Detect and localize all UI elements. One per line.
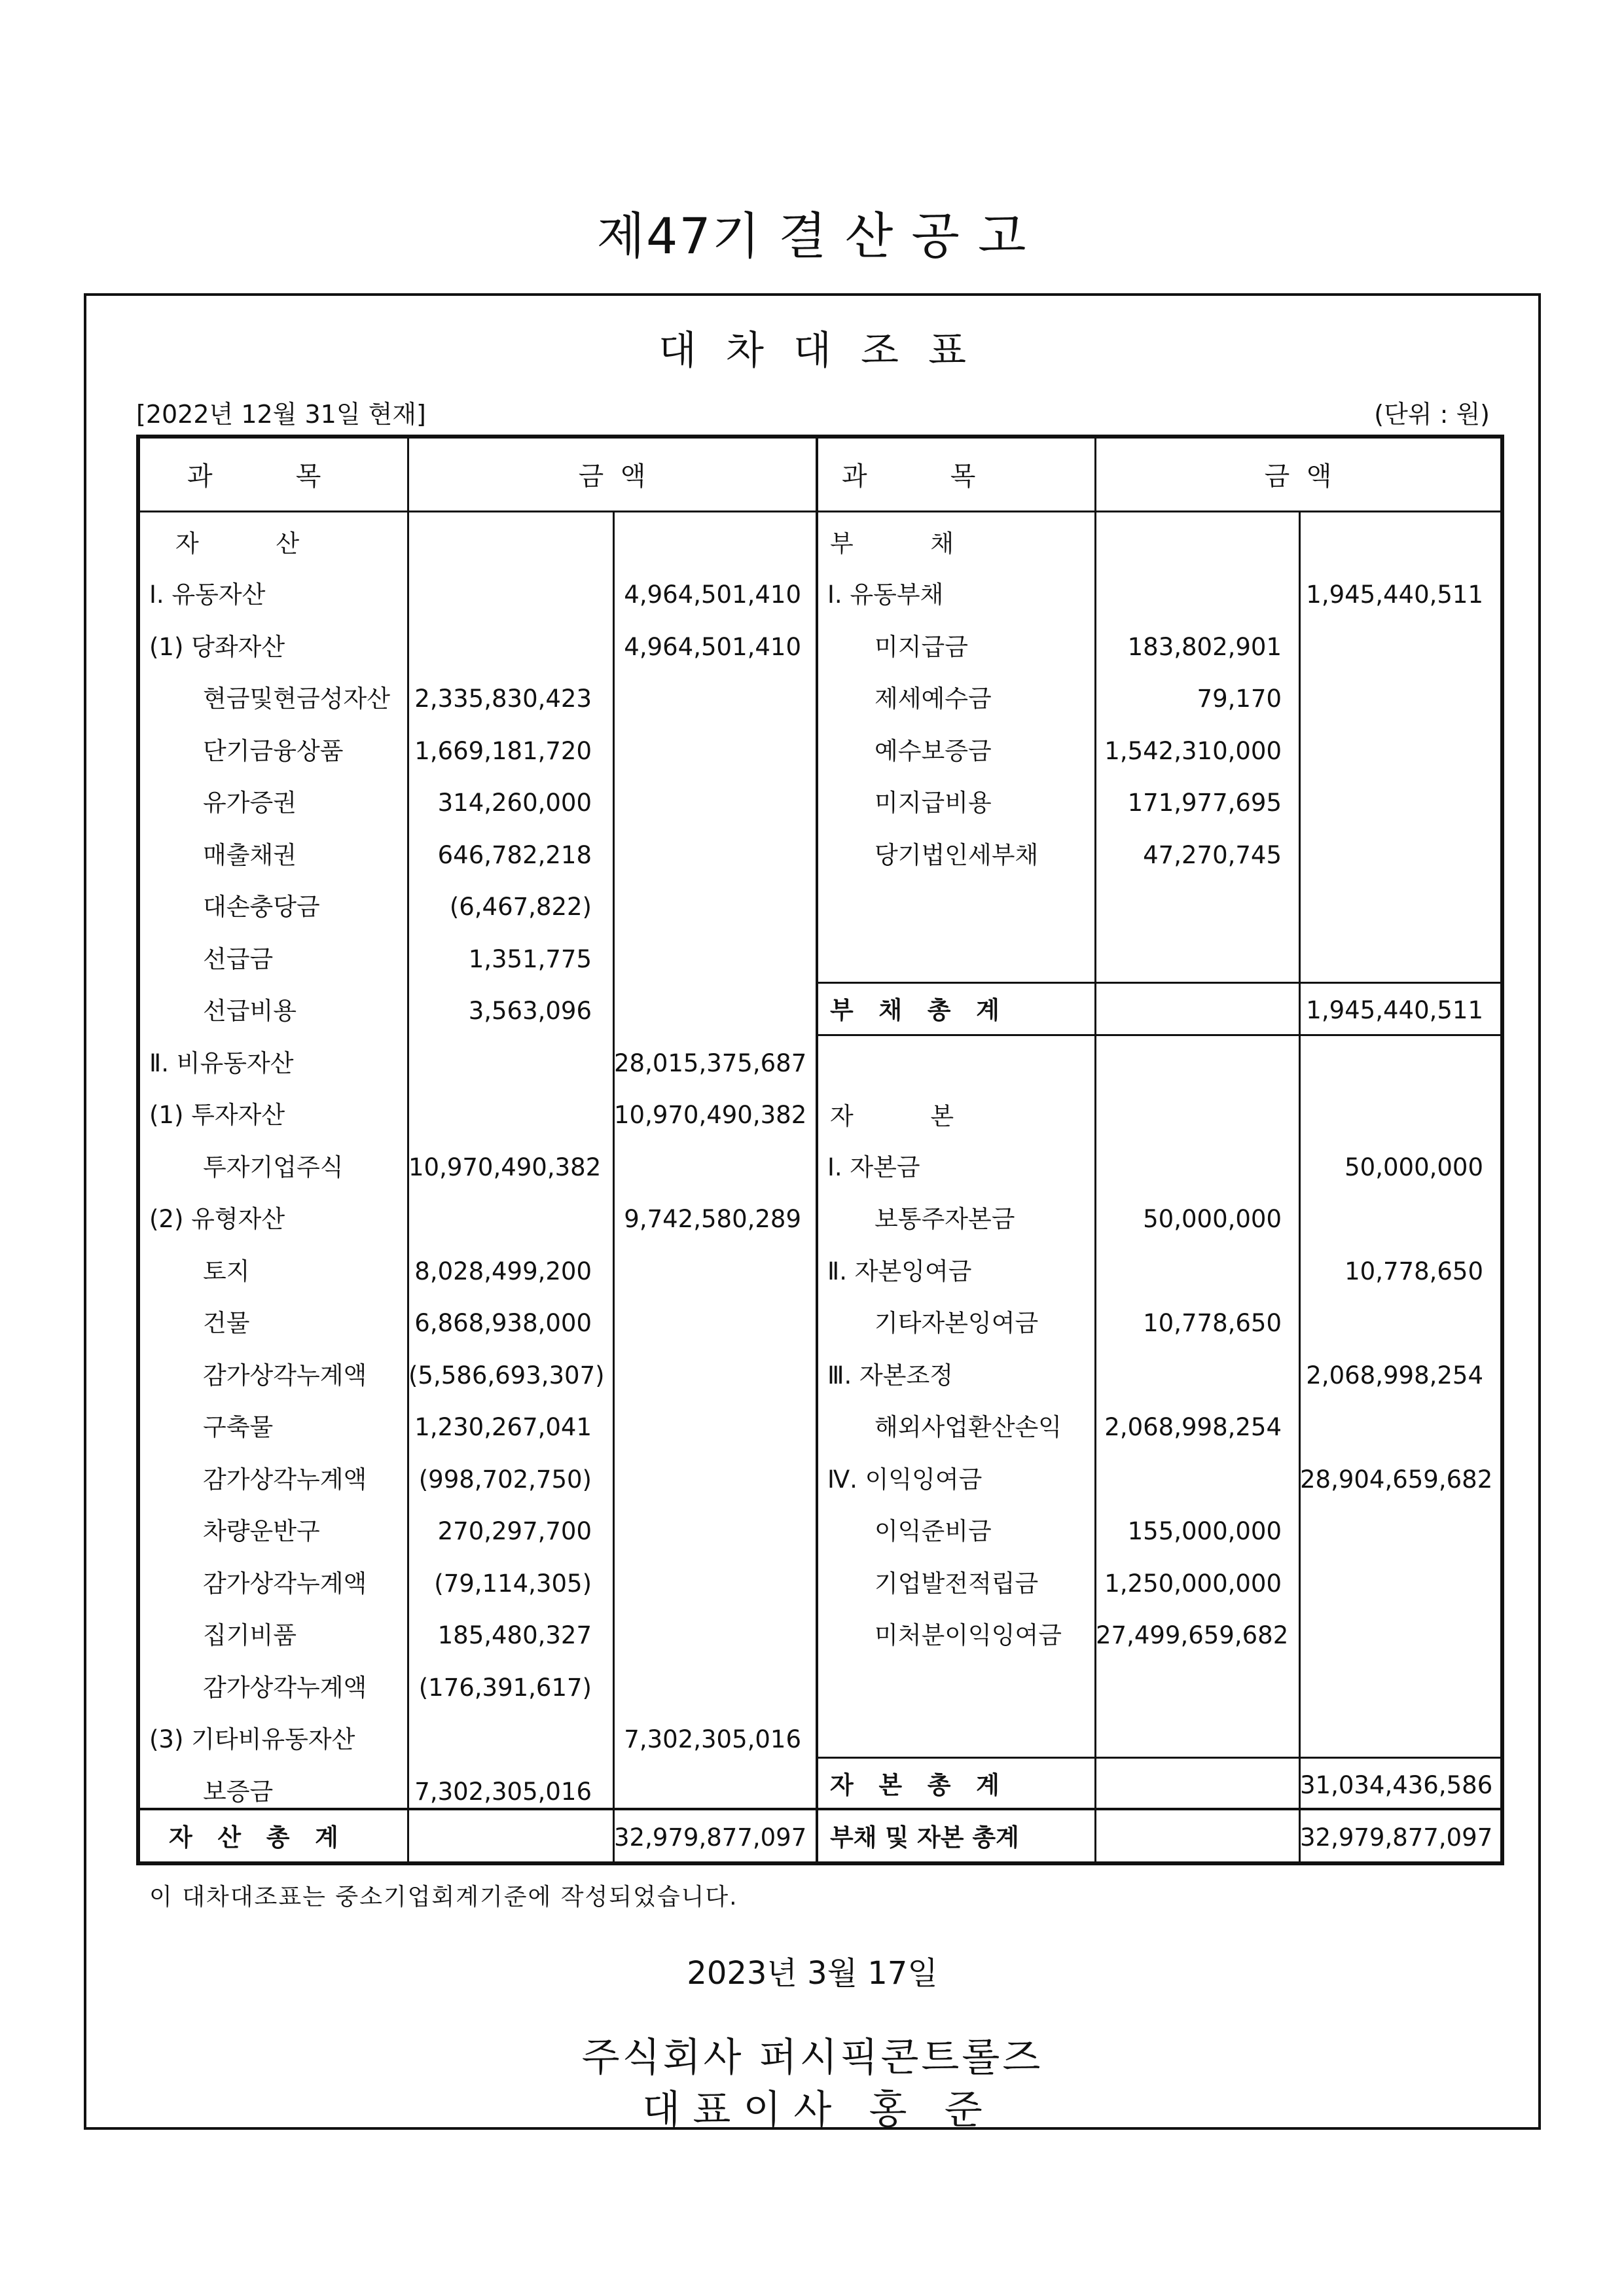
- left-row-sub-amount: 3,563,096: [468, 997, 592, 1025]
- liabilities-total-label: 부 채 총 계: [830, 996, 1000, 1024]
- left-row-sub-amount: 8,028,499,200: [414, 1257, 592, 1285]
- left-row-sub-amount: 7,302,305,016: [414, 1777, 592, 1806]
- right-row-label: 당기법인세부채: [875, 840, 1039, 869]
- left-row-label: 단기금융상품: [203, 736, 344, 765]
- left-row-label: 선급비용: [203, 997, 297, 1025]
- left-row-label: 보증금: [203, 1777, 274, 1806]
- balance-sheet-table: [136, 435, 1504, 1865]
- right-row-label: Ⅳ. 이익잉여금: [827, 1465, 983, 1494]
- col-divider: [1299, 512, 1301, 1861]
- right-row-label: 예수보증금: [875, 736, 992, 765]
- left-row-sub-amount: 1,669,181,720: [414, 736, 592, 765]
- equity-section-label: 자 본: [830, 1102, 954, 1130]
- right-row-label: Ⅰ. 자본금: [827, 1153, 920, 1181]
- liab-total-bottom: [817, 1034, 1500, 1036]
- left-row-label: 투자기업주식: [203, 1153, 344, 1181]
- right-row-sub-amount: 1,542,310,000: [1104, 736, 1282, 765]
- right-row-label: Ⅱ. 자본잉여금: [827, 1257, 972, 1285]
- total-divider: [140, 1808, 1500, 1810]
- assets-total-label: 자 산 총 계: [169, 1823, 338, 1852]
- left-row-label: Ⅱ. 비유동자산: [149, 1049, 294, 1077]
- col-divider: [407, 439, 409, 1861]
- right-row-sub-amount: 47,270,745: [1143, 840, 1282, 869]
- right-row-label: Ⅰ. 유동부채: [827, 581, 944, 609]
- left-row-sub-amount: (998,702,750): [418, 1465, 592, 1494]
- left-row-total-amount: 10,970,490,382: [614, 1101, 807, 1129]
- right-row-total-amount: 28,904,659,682: [1300, 1465, 1493, 1494]
- right-row-label: 이익준비금: [875, 1517, 992, 1545]
- center-divider: [816, 439, 818, 1861]
- header-amount-right: 금 액: [1264, 461, 1332, 492]
- left-row-label: 유가증권: [203, 789, 297, 817]
- right-row-sub-amount: 79,170: [1197, 685, 1282, 713]
- left-row-sub-amount: (5,586,693,307): [408, 1361, 605, 1390]
- left-row-sub-amount: 1,351,775: [468, 944, 592, 973]
- left-row-sub-amount: 185,480,327: [437, 1621, 592, 1649]
- grand-total-label: 부채 및 자본 총계: [830, 1823, 1019, 1852]
- right-row-label: Ⅲ. 자본조정: [827, 1361, 953, 1390]
- right-row-sub-amount: 27,499,659,682: [1096, 1621, 1289, 1649]
- right-row-total-amount: 2,068,998,254: [1306, 1361, 1483, 1390]
- left-row-total-amount: 28,015,375,687: [614, 1049, 807, 1077]
- left-row-sub-amount: (176,391,617): [418, 1673, 592, 1702]
- right-row-label: 기업발전적립금: [875, 1569, 1039, 1598]
- right-row-sub-amount: 155,000,000: [1127, 1517, 1282, 1545]
- header-item-right: 과 목: [842, 461, 976, 492]
- equity-total-value: 31,034,436,586: [1300, 1771, 1493, 1799]
- left-row-sub-amount: 270,297,700: [437, 1517, 592, 1545]
- equity-total-top: [817, 1757, 1500, 1759]
- left-row-label: (2) 유형자산: [149, 1205, 285, 1233]
- left-row-label: 선급금: [203, 944, 274, 973]
- liabilities-total-value: 1,945,440,511: [1306, 996, 1483, 1024]
- equity-total-label: 자 본 총 계: [830, 1771, 1000, 1799]
- left-row-label: 건물: [203, 1309, 250, 1337]
- left-row-label: Ⅰ. 유동자산: [149, 581, 266, 609]
- left-row-sub-amount: 6,868,938,000: [414, 1309, 592, 1337]
- company-name: 주식회사 퍼시픽콘트롤즈: [581, 2035, 1043, 2081]
- left-row-label: 현금및현금성자산: [203, 685, 390, 713]
- header-item-left: 과 목: [187, 461, 321, 492]
- left-row-sub-amount: 646,782,218: [437, 840, 592, 869]
- assets-total-value: 32,979,877,097: [614, 1823, 807, 1852]
- representative: 대 표 이 사 홍 준: [642, 2087, 983, 2133]
- left-row-sub-amount: (6,467,822): [449, 893, 592, 921]
- right-row-sub-amount: 50,000,000: [1143, 1205, 1282, 1233]
- liab-total-top: [817, 982, 1500, 984]
- left-row-sub-amount: (79,114,305): [434, 1569, 592, 1598]
- left-row-label: 감가상각누계액: [203, 1361, 367, 1390]
- left-row-label: (1) 투자자산: [149, 1101, 285, 1129]
- assets-section-label: 자 산: [175, 529, 300, 558]
- left-row-label: 토지: [203, 1257, 250, 1285]
- right-row-label: 미지급금: [875, 632, 968, 661]
- right-row-total-amount: 1,945,440,511: [1306, 581, 1483, 609]
- left-row-sub-amount: 10,970,490,382: [408, 1153, 602, 1181]
- right-row-total-amount: 10,778,650: [1344, 1257, 1483, 1285]
- unit-label: (단위 : 원): [1374, 400, 1490, 429]
- right-row-label: 제세예수금: [875, 685, 992, 713]
- right-row-sub-amount: 10,778,650: [1143, 1309, 1282, 1337]
- grand-total-value: 32,979,877,097: [1300, 1823, 1493, 1852]
- left-row-total-amount: 7,302,305,016: [624, 1725, 801, 1753]
- right-row-sub-amount: 1,250,000,000: [1104, 1569, 1282, 1598]
- left-row-label: 집기비품: [203, 1621, 297, 1649]
- left-row-sub-amount: 1,230,267,041: [414, 1413, 592, 1441]
- sign-date: 2023년 3월 17일: [687, 1955, 938, 1992]
- right-row-label: 미처분이익잉여금: [875, 1621, 1062, 1649]
- left-row-label: 차량운반구: [203, 1517, 320, 1545]
- left-row-label: 구축물: [203, 1413, 274, 1441]
- header-amount-left: 금 액: [578, 461, 646, 492]
- right-row-label: 미지급비용: [875, 789, 992, 817]
- right-row-label: 해외사업환산손익: [875, 1413, 1062, 1441]
- left-row-label: (1) 당좌자산: [149, 632, 285, 661]
- notice-title: 제47기 결 산 공 고: [596, 207, 1028, 265]
- left-row-total-amount: 4,964,501,410: [624, 632, 801, 661]
- left-row-sub-amount: 314,260,000: [437, 789, 592, 817]
- statement-title: 대 차 대 조 표: [658, 328, 967, 374]
- left-row-label: 대손충당금: [203, 893, 320, 921]
- right-row-label: 기타자본잉여금: [875, 1309, 1039, 1337]
- liabilities-section-label: 부 채: [830, 529, 954, 558]
- col-divider: [613, 512, 615, 1861]
- left-row-label: (3) 기타비유동자산: [149, 1725, 355, 1753]
- left-row-sub-amount: 2,335,830,423: [414, 685, 592, 713]
- right-row-sub-amount: 2,068,998,254: [1104, 1413, 1282, 1441]
- right-row-total-amount: 50,000,000: [1344, 1153, 1483, 1181]
- left-row-label: 감가상각누계액: [203, 1465, 367, 1494]
- left-row-label: 감가상각누계액: [203, 1673, 367, 1702]
- left-row-label: 감가상각누계액: [203, 1569, 367, 1598]
- footnote: 이 대차대조표는 중소기업회계기준에 작성되었습니다.: [149, 1884, 738, 1910]
- header-divider: [140, 511, 1500, 512]
- as-of-date: [2022년 12월 31일 현재]: [136, 400, 426, 429]
- left-row-label: 매출채권: [203, 840, 297, 869]
- right-row-sub-amount: 171,977,695: [1127, 789, 1282, 817]
- right-row-label: 보통주자본금: [875, 1205, 1015, 1233]
- left-row-total-amount: 4,964,501,410: [624, 581, 801, 609]
- right-row-sub-amount: 183,802,901: [1127, 632, 1282, 661]
- left-row-total-amount: 9,742,580,289: [624, 1205, 801, 1233]
- statement-frame: [84, 293, 1541, 2133]
